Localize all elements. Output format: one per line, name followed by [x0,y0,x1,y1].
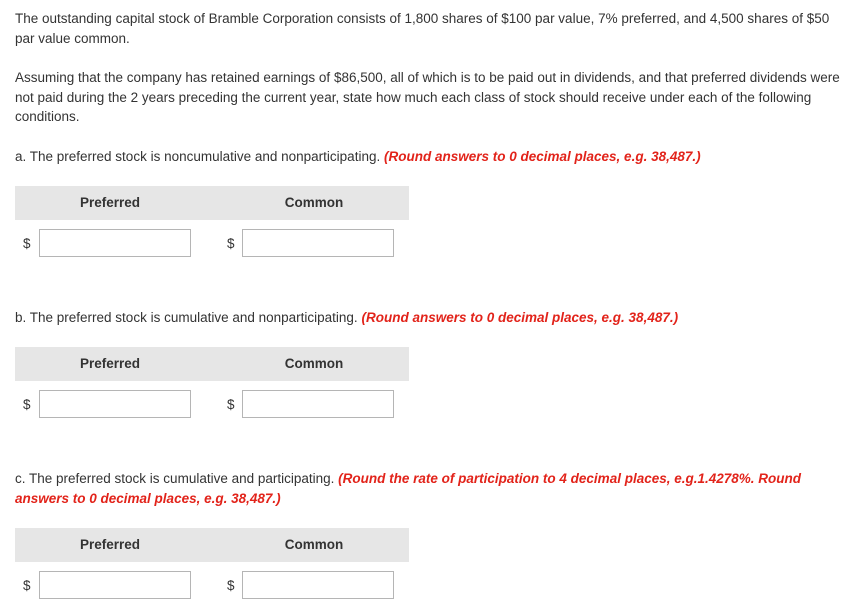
part-b-hint: (Round answers to 0 decimal places, e.g. 38,487.) [361,310,679,325]
part-a-table-header [15,186,409,220]
part-c-col-common: Common [284,537,344,552]
part-c-col-preferred: Preferred [79,537,141,552]
part-a-hint: (Round answers to 0 decimal places, e.g. 38,487.) [383,149,701,164]
part-c-common-currency: $ [227,578,235,593]
part-b-question-text: b. The preferred stock is cumulative and nonparticipating. [15,310,358,325]
part-a-col-preferred: Preferred [79,195,141,210]
part-a-question [15,147,850,167]
part-a-answer-row [15,229,409,263]
part-b-question [15,308,850,328]
part-b-table-header [15,347,409,381]
intro-paragraph-2: Assuming that the company has retained earnings of $86,500, all of which is to be paid out in dividends, and that preferred dividends were not paid during the 2 years preceding the current year, state how much each class of stock should receive under each of the following conditions. [15,70,840,124]
part-b-preferred-currency: $ [23,397,31,412]
part-a-common-currency: $ [227,236,235,251]
part-b-col-preferred: Preferred [79,356,141,371]
part-b-preferred-input[interactable] [39,390,191,418]
part-a-preferred-input[interactable] [39,229,191,257]
part-c-preferred-input[interactable] [39,571,191,599]
part-c-question [15,469,850,508]
part-c-preferred-currency: $ [23,578,31,593]
part-b-col-common: Common [284,356,344,371]
part-a-common-input[interactable] [242,229,394,257]
part-b-common-currency: $ [227,397,235,412]
part-a-question-text: a. The preferred stock is noncumulative and nonparticipating. [15,149,381,164]
part-c-table-header [15,528,409,562]
part-c-answer-row [15,571,409,605]
part-c-question-text: c. The preferred stock is cumulative and participating. [15,471,335,486]
part-c-common-input[interactable] [242,571,394,599]
part-a-preferred-currency: $ [23,236,31,251]
part-b-answer-row [15,390,409,424]
part-a-col-common: Common [284,195,344,210]
intro-paragraph-1: The outstanding capital stock of Bramble Corporation consists of 1,800 shares of $100 par value, 7% preferred, and 4,500 shares of $50 par value common. [15,11,830,46]
part-b-common-input[interactable] [242,390,394,418]
part-c-hint: (Round the rate of participation to 4 decimal places, e.g.1.4278%. Round answers to 0 decimal places, e.g. 38,487.) [15,471,802,506]
